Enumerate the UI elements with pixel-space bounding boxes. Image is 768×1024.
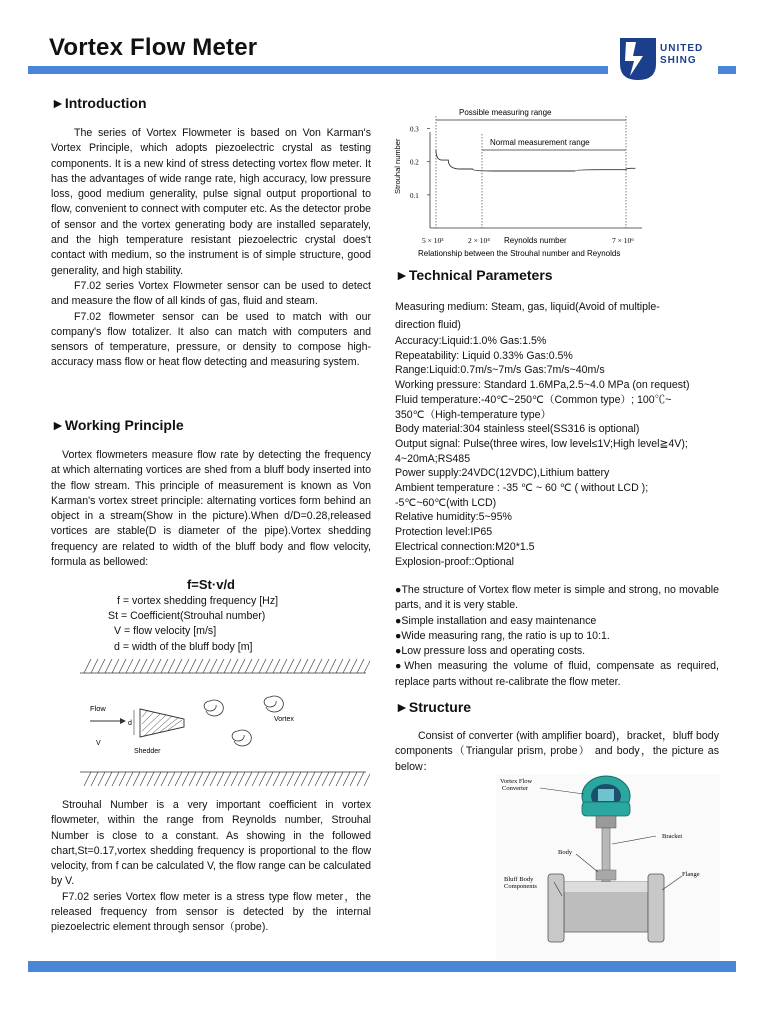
vortex-swirl-3 xyxy=(264,696,283,712)
header-divider xyxy=(28,66,608,74)
param-line-13: -5℃~60℃(with LCD) xyxy=(395,496,497,509)
param-line-2: Accuracy:Liquid:1.0% Gas:1.5% xyxy=(395,335,547,347)
param-line-1: direction fluid) xyxy=(395,319,461,331)
feature-item: ●Low pressure loss and operating costs. xyxy=(395,645,586,658)
legend-st: St = Coefficient(Strouhal number) xyxy=(108,610,266,623)
param-line-15: Protection level:IP65 xyxy=(395,526,493,539)
legend-d: d = width of the bluff body [m] xyxy=(114,640,253,653)
feature-item: ●Wide measuring rang, the ratio is up to 10:1. xyxy=(395,629,610,642)
structure-paragraph: Consist of converter (with amplifier board)，bracket，bluff body components（Triangular prism, probe） and body，the picture as below： xyxy=(395,730,719,773)
param-line-7: 350℃（High-temperature type） xyxy=(395,408,552,421)
strouhal-chart xyxy=(392,104,682,262)
param-line-14: Relative humidity:5~95% xyxy=(395,511,512,524)
header-divider-end xyxy=(718,66,736,74)
working-paragraph-1: Vortex flowmeters measure flow rate by detecting the frequency at which alternating vortices are shed from a bluff body inserted into the flow stream. This principle of measurement is known as Von Karman's vortex street principle: alternating vortices form behind an object in a stream(Show in the picture).When d/D=0.28,released vortices are stable(D is diameter of the pipe).Vortex shedding frequency are related to width of the bluff body and flow velocity, formula as bellowed: xyxy=(51,449,371,569)
velocity-label: V xyxy=(96,740,101,747)
param-line-10: 4~20mA;RS485 xyxy=(395,452,471,465)
y-tick-label: 0.2 xyxy=(410,158,419,167)
legend-f: f = vortex shedding frequency [Hz] xyxy=(117,595,279,607)
label-body: Body xyxy=(558,849,573,856)
vortex-street-diagram xyxy=(76,657,370,789)
width-label: d xyxy=(128,720,132,727)
working-heading: ►Working Principle xyxy=(51,417,184,433)
intro-paragraph-2: F7.02 series Vortex Flowmeter sensor can be used to detect and measure the flow of all kinds of gas, fluid and steam. xyxy=(51,279,371,308)
y-tick-label: 0.1 xyxy=(410,191,419,200)
flange-left xyxy=(548,874,564,942)
intro-section xyxy=(51,126,371,371)
formula: f=St·v/d xyxy=(186,577,236,592)
working-section xyxy=(51,448,371,570)
logo-line-2: SHING xyxy=(660,55,697,66)
chart-x-label: Reynolds number xyxy=(504,236,567,245)
x-tick-label: 7 × 10⁶ xyxy=(612,236,634,245)
bluff-body-mount xyxy=(596,870,616,880)
chart-y-label: Strouhal number xyxy=(393,138,402,194)
label-converter-1: Vortex Flow xyxy=(500,778,533,785)
structure-heading: ►Structure xyxy=(395,699,472,715)
param-line-11: Power supply:24VDC(12VDC),Lithium battery xyxy=(395,467,610,480)
working-paragraph-2: Strouhal Number is a very important coefficient in vortex flowmeter, within the range from Reynolds number, Strouhal Number is close to a constant. As showing in the followed chart,St=0.17,vortex shedding frequency is proportional to the flow velocity, from f can be calculated V, the flow range can be calculated by V. xyxy=(51,799,371,888)
logo-line-1: UNITED xyxy=(660,43,704,54)
working-section-2 xyxy=(51,798,371,936)
vortex-label: Vortex xyxy=(274,716,294,723)
vortex-swirl-1 xyxy=(204,700,223,716)
label-flange: Flange xyxy=(682,871,700,878)
chart-caption: Relationship between the Strouhal number and Reynolds xyxy=(418,249,621,258)
param-line-6: Fluid temperature:-40℃~250℃（Common type）; 100℃~ xyxy=(395,393,672,406)
page-title: Vortex Flow Meter xyxy=(49,34,258,61)
hatch-top xyxy=(84,659,370,673)
feature-item: ●Simple installation and easy maintenance xyxy=(395,614,597,627)
flange-right xyxy=(648,874,664,942)
param-line-8: Body material:304 stainless steel(SS316 is optional) xyxy=(395,423,640,436)
x-tick-label: 2 × 10⁴ xyxy=(468,236,490,245)
param-line-4: Range:Liquid:0.7m/s~7m/s Gas:7m/s~40m/s xyxy=(395,364,605,377)
flowmeter-illustration xyxy=(496,774,720,960)
param-line-3: Repeatability: Liquid 0.33% Gas:0.5% xyxy=(395,349,573,362)
param-line-5: Working pressure: Standard 1.6MPa,2.5~4.0 MPa (on request) xyxy=(395,379,690,392)
footer-divider xyxy=(28,961,736,972)
annotation-possible-range: Possible measuring range xyxy=(459,108,552,117)
x-tick-label: 5 × 10³ xyxy=(422,236,444,245)
technical-heading: ►Technical Parameters xyxy=(395,267,553,283)
label-bluff-1: Bluff Body xyxy=(504,876,534,883)
param-line-9: Output signal: Pulse(three wires, low level≤1V;High level≧4V); xyxy=(395,437,688,450)
technical-parameters xyxy=(395,298,719,569)
intro-paragraph-3: F7.02 flowmeter sensor can be used to match with our company's flow totalizer. It also can match with computers and sensors of temperature, pressure, or density to compose high-accuracy mass flow or heat flow detecting and measuring system. xyxy=(51,310,371,369)
chart-y-ticks xyxy=(410,126,430,200)
label-bluff-2: Components xyxy=(504,883,537,890)
feature-item: ●When measuring the volume of fluid, compensate as required, replace parts without re-calibrate the flow meter. xyxy=(395,660,719,688)
vortex-swirls xyxy=(204,696,283,746)
label-bracket: Bracket xyxy=(662,833,683,840)
intro-heading: ►Introduction xyxy=(51,95,147,111)
shedder-label: Shedder xyxy=(134,748,161,755)
label-converter-2: Converter xyxy=(502,785,528,792)
vortex-swirl-2 xyxy=(232,730,251,746)
structure-section xyxy=(395,729,719,775)
param-line-16: Electrical connection:M20*1.5 xyxy=(395,540,535,553)
flow-arrowhead xyxy=(120,718,126,724)
range-lines xyxy=(436,116,626,228)
flow-label: Flow xyxy=(90,704,106,713)
annotation-normal-range: Normal measurement range xyxy=(490,138,590,147)
working-paragraph-3: F7.02 series Vortex flow meter is a stress type flow meter，the released frequency from sensor is detected by the internal piezoelectric element through sensor（probe). xyxy=(51,890,371,934)
param-line-17: Explosion-proof::Optional xyxy=(395,555,514,568)
strouhal-curve xyxy=(436,150,635,171)
param-line-0: Measuring medium: Steam, gas, liquid(Avoid of multiple- xyxy=(395,301,660,313)
logo-text xyxy=(660,43,703,67)
y-tick-label: 0.3 xyxy=(410,125,419,134)
hatch-bottom xyxy=(84,772,370,786)
feature-list xyxy=(395,583,719,690)
param-line-12: Ambient temperature : -35 ℃ ~ 60 ℃ ( without LCD ); xyxy=(395,482,649,495)
pipe-body xyxy=(564,882,648,932)
intro-paragraph-1: The series of Vortex Flowmeter is based on Von Karman's Vortex Principle, which adopts piezoelectric crystal as testing components. It is a new kind of stress detecting vortex flow meter. It has the advantages of wide range rate, high accuracy, low pressure loss, good medium generality, pulse signal output proportional to flow, convenient to connect with computer etc. As the detector probe of sensor and the vortex generating body are installed separately, and the high temperature resistant piezoelectric crystal does't contact with medium, so the instrument is of simple structure, good generality, and high stability. xyxy=(51,127,371,277)
feature-item: ●The structure of Vortex flow meter is simple and strong, no movable parts, and it is very stable. xyxy=(395,584,719,612)
legend-v: V = flow velocity [m/s] xyxy=(114,625,217,638)
formula-legend xyxy=(108,594,348,655)
